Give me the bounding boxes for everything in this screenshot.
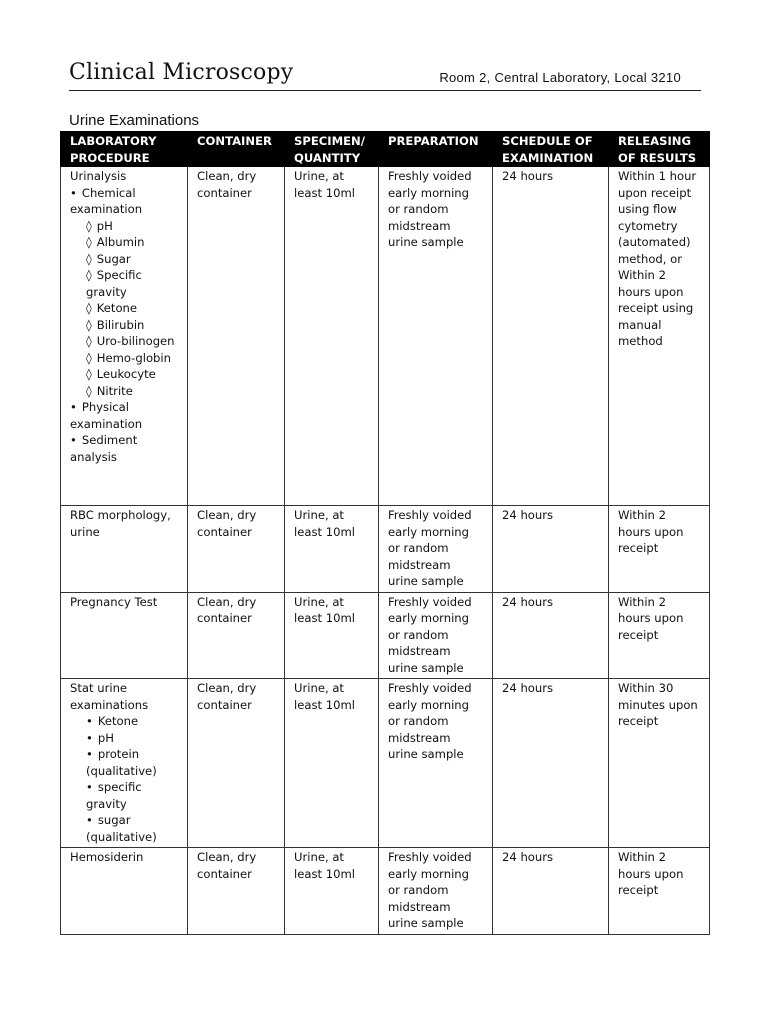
release-cell: Within 30 minutes upon receipt [609, 679, 710, 848]
list-item: ◊ Sugar [70, 251, 178, 268]
schedule-cell: 24 hours [493, 506, 609, 593]
list-item: ◊ Nitrite [70, 383, 178, 400]
specimen-cell: Urine, at least 10ml [285, 679, 379, 848]
lab-location: Room 2, Central Laboratory, Local 3210 [439, 70, 681, 85]
schedule-cell: 24 hours [493, 592, 609, 679]
release-cell: Within 1 hour upon receipt using flow cytometry (automated) method, or Within 2 hours upon receipt using manual method [609, 167, 710, 506]
section-title: Urine Examinations [69, 112, 200, 129]
list-item: • Chemical examination [70, 185, 178, 218]
column-header-schedule: SCHEDULE OF EXAMINATION [493, 132, 609, 167]
container-cell: Clean, dry container [188, 679, 285, 848]
schedule-cell: 24 hours [493, 848, 609, 935]
column-header-container: CONTAINER [188, 132, 285, 167]
container-cell: Clean, dry container [188, 592, 285, 679]
document-title: Clinical Microscopy [69, 60, 294, 85]
column-header-procedure: LABORATORY PROCEDURE [61, 132, 188, 167]
page-header [69, 60, 701, 91]
list-item: • sugar (qualitative) [86, 812, 178, 845]
table-row [61, 848, 710, 935]
table-row [61, 679, 710, 848]
preparation-cell: Freshly voided early morning or random midstream urine sample [379, 506, 493, 593]
container-cell: Clean, dry container [188, 167, 285, 506]
procedure-cell: Pregnancy Test [61, 592, 188, 679]
list-item: ◊ Albumin [70, 234, 178, 251]
list-item: ◊ Hemo-globin [70, 350, 178, 367]
container-cell: Clean, dry container [188, 506, 285, 593]
release-cell: Within 2 hours upon receipt [609, 592, 710, 679]
procedure-name: Stat urine examinations [70, 681, 149, 712]
specimen-cell: Urine, at least 10ml [285, 592, 379, 679]
specimen-cell: Urine, at least 10ml [285, 848, 379, 935]
list-item: • specific gravity [86, 779, 178, 812]
schedule-cell: 24 hours [493, 167, 609, 506]
table-row [61, 506, 710, 593]
release-cell: Within 2 hours upon receipt [609, 848, 710, 935]
preparation-cell: Freshly voided early morning or random midstream urine sample [379, 167, 493, 506]
stat-urine-components [70, 713, 178, 845]
list-item: • Sediment analysis [70, 432, 178, 465]
table-header-row [61, 132, 710, 167]
specimen-cell: Urine, at least 10ml [285, 506, 379, 593]
list-item: ◊ Ketone [70, 300, 178, 317]
list-item: ◊ pH [70, 218, 178, 235]
list-item: ◊ Specific gravity [70, 267, 178, 300]
procedure-cell [61, 679, 188, 848]
specimen-cell: Urine, at least 10ml [285, 167, 379, 506]
procedure-cell: Hemosiderin [61, 848, 188, 935]
urinalysis-components [70, 185, 178, 466]
list-item: • protein (qualitative) [86, 746, 178, 779]
table-row [61, 592, 710, 679]
column-header-preparation: PREPARATION [379, 132, 493, 167]
list-item: ◊ Leukocyte [70, 366, 178, 383]
list-item: ◊ Uro-bilinogen [70, 333, 178, 350]
list-item: ◊ Bilirubin [70, 317, 178, 334]
preparation-cell: Freshly voided early morning or random midstream urine sample [379, 848, 493, 935]
list-item: • Ketone [86, 713, 178, 730]
release-cell: Within 2 hours upon receipt [609, 506, 710, 593]
list-item: • Physical examination [70, 399, 178, 432]
schedule-cell: 24 hours [493, 679, 609, 848]
list-item: • pH [86, 730, 178, 747]
column-header-release: RELEASING OF RESULTS [609, 132, 710, 167]
urine-examinations-table [60, 131, 710, 935]
preparation-cell: Freshly voided early morning or random midstream urine sample [379, 679, 493, 848]
container-cell: Clean, dry container [188, 848, 285, 935]
procedure-cell: RBC morphology, urine [61, 506, 188, 593]
procedure-cell [61, 167, 188, 506]
preparation-cell: Freshly voided early morning or random midstream urine sample [379, 592, 493, 679]
procedure-name: Urinalysis [70, 169, 127, 183]
table-row [61, 167, 710, 506]
column-header-specimen: SPECIMEN/ QUANTITY [285, 132, 379, 167]
